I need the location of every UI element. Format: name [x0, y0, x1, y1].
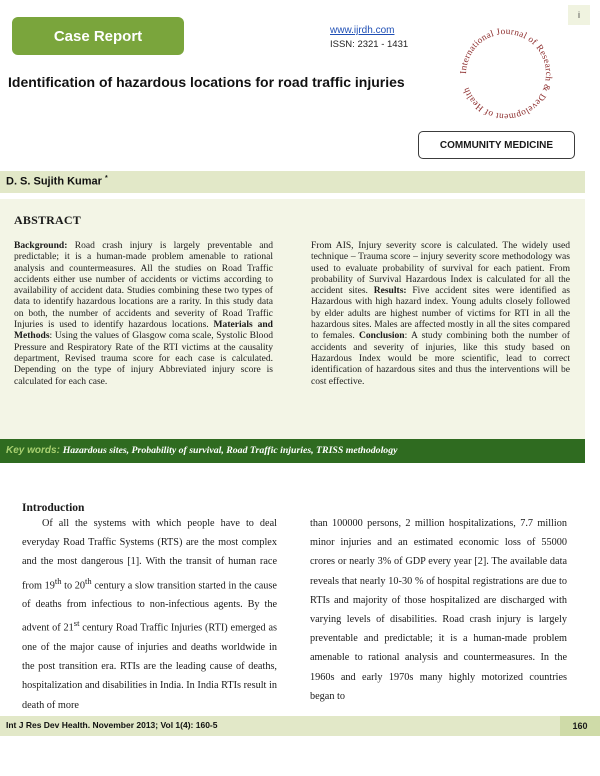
methods-text: : Using the values of Glasgow coma scale, Systolic Blood Pressure and Respiratory Rate of the RTI victims at the causality department, Revised trauma score for each case is calculated. Depending on the type of injury Abbreviated injury score is calculated for each case. — [14, 330, 273, 387]
seal-text: International Journal of Research & Development of Health — [457, 25, 555, 123]
background-label: Background: — [14, 240, 68, 251]
author-name: D. S. Sujith Kumar * — [6, 175, 108, 188]
journal-seal-icon — [450, 18, 562, 130]
introduction-right-column: than 100000 persons, 2 million hospitalizations, 7.7 million minor injuries and an estimated economic loss of 55000 crores or nearly 3% of GDP every year [2]. The available data reveals that nearly 10-30 % of hospital registrations are due to RTIs and majority of those hospitalized are discharged with varying levels of disabilities. Road crash injury is largely preventable and predictable; it is a human-made problem amenable to rational analysis and countermeasures. In the 1960s and early 1970s many highly motorized countries began to — [310, 518, 567, 702]
background-text: Road crash injury is largely preventable and predictable; it is a human-made problem amenable to rational analysis and countermeasures. All the studies on Road Traffic accidents either use number of accidents or victims according to availability of accident data. Studies combining these two types of data to identify hazardous locations are a rarity. In this study data on both, the number of accidents and severity of Road Traffic Injuries is used to identify hazardous locations. — [14, 240, 273, 331]
keywords-label: Key words: — [6, 445, 60, 456]
abstract-heading: ABSTRACT — [14, 213, 81, 227]
journal-issn: ISSN: 2321 - 1431 — [330, 39, 409, 50]
results-text: Five accident sites were identified as Hazardous with high hazard index. Young adults closely followed by elder adults are highest number of victims for RTI in all the hazardous sites. Males are affected mostly in all the sites compared to females. — [311, 285, 571, 342]
keywords-text: Hazardous sites, Probability of survival, Road Traffic injuries, TRISS methodology — [62, 445, 398, 456]
page-number: 160 — [560, 716, 600, 736]
footer-citation: Int J Res Dev Health. November 2013; Vol 1(4): 160-5 — [6, 720, 218, 730]
abstract-left-column — [14, 240, 273, 387]
introduction-left-column: Of all the systems with which people have to deal everyday Road Traffic Systems (RTS) are the most complex and the most dangerous [1]. With the transit of human race from 19th to 20th century a slow transition started in the cause of deaths from infectious to non-infectious agents. By the advent of 21st century Road Traffic Injuries (RTI) emerged as one of the major cause of injuries and deaths worldwide in the post transition era. RTIs are the leading cause of deaths, hospitalization and disabilities in India. In India RTIs result in death of more — [22, 518, 277, 711]
journal-url-link[interactable]: www.ijrdh.com — [330, 25, 395, 36]
methods-label: Materials and Methods — [14, 319, 273, 342]
methods-continued: From AIS, Injury severity score is calculated. The widely used technique – Trauma score – injury severity score methodology was used to evaluate probability of survival for each patient. From probability of Survival Hazardous Index is calculated for all the accident sites. — [311, 240, 570, 297]
author-affiliation-mark: * — [105, 175, 108, 182]
introduction-heading: Introduction — [22, 502, 85, 514]
abstract-right-column — [311, 240, 570, 387]
department-label: COMMUNITY MEDICINE — [418, 131, 575, 159]
case-report-badge: Case Report — [12, 17, 184, 55]
conclusion-label: Conclusion — [358, 330, 405, 342]
keywords — [6, 445, 397, 456]
page-marker: i — [568, 5, 590, 25]
results-label: Results: — [373, 285, 407, 297]
conclusion-text: : A study combining both the number of accidents and severity of injuries, like this study based on Hazardous Index would be more scientific, lead to correct identification of hazardous sites and thus the interventions will be cost effective. — [311, 330, 570, 387]
article-title: Identification of hazardous locations for road traffic injuries — [8, 74, 405, 90]
